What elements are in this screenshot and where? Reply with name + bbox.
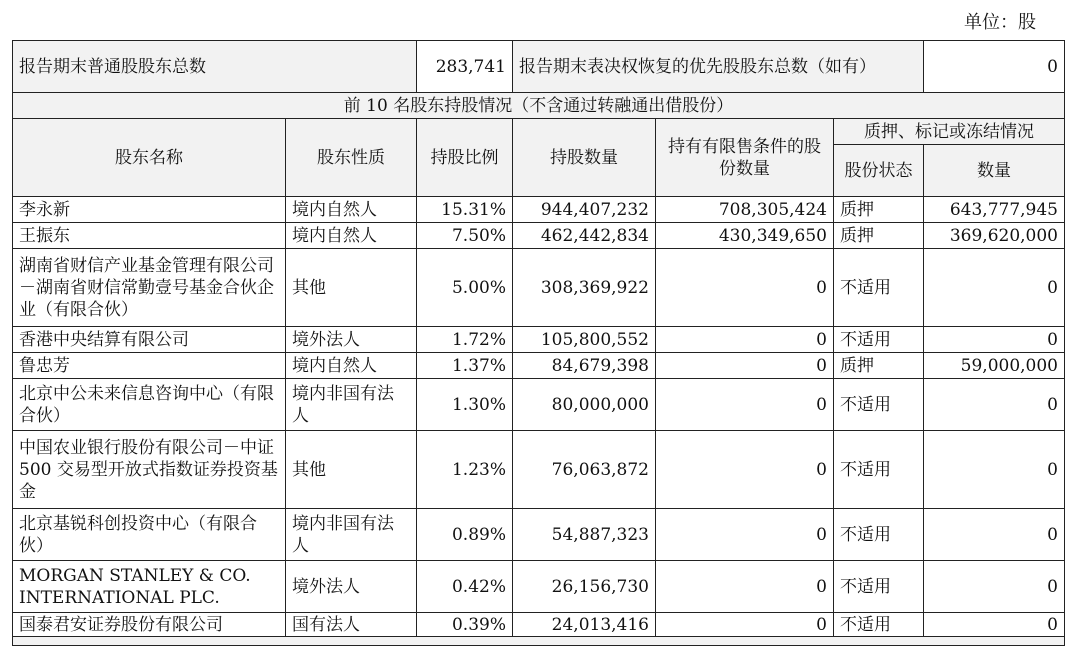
pledged-quantity: 0 [924, 379, 1065, 431]
shareholder-name: 李永新 [13, 197, 286, 223]
header-pledge-quantity: 数量 [924, 145, 1065, 197]
pledged-quantity: 0 [924, 561, 1065, 613]
header-row-1 [13, 119, 1065, 145]
table-row [13, 223, 1065, 249]
table-row [13, 509, 1065, 561]
table-row [13, 197, 1065, 223]
table-row [13, 431, 1065, 509]
holding-ratio: 0.39% [417, 613, 513, 637]
pledged-quantity: 643,777,945 [924, 197, 1065, 223]
shareholder-table [12, 40, 1065, 646]
common-holders-label: 报告期末普通股股东总数 [13, 41, 417, 93]
shareholder-nature: 其他 [286, 431, 417, 509]
preferred-holders-value: 0 [924, 41, 1065, 93]
shareholder-nature: 境内自然人 [286, 223, 417, 249]
restricted-quantity: 0 [656, 613, 834, 637]
unit-label: 单位：股 [964, 12, 1036, 33]
header-quantity: 持股数量 [513, 119, 656, 197]
section-title: 前 10 名股东持股情况（不含通过转融通出借股份） [13, 93, 1065, 119]
holding-quantity: 462,442,834 [513, 223, 656, 249]
holding-ratio: 1.30% [417, 379, 513, 431]
pledged-quantity: 0 [924, 249, 1065, 327]
restricted-quantity: 0 [656, 561, 834, 613]
shareholder-name: 北京基锐科创投资中心（有限合伙） [13, 509, 286, 561]
pledged-quantity: 0 [924, 509, 1065, 561]
cut-off-row [13, 637, 1065, 646]
holding-quantity: 26,156,730 [513, 561, 656, 613]
cut-off-cell [13, 637, 1065, 646]
table-row [13, 613, 1065, 637]
summary-row [13, 41, 1065, 93]
holding-quantity: 76,063,872 [513, 431, 656, 509]
table-row [13, 561, 1065, 613]
pledge-status: 不适用 [834, 327, 924, 353]
shareholder-nature: 其他 [286, 249, 417, 327]
pledge-status: 不适用 [834, 431, 924, 509]
shareholder-nature: 境外法人 [286, 327, 417, 353]
pledge-status: 不适用 [834, 509, 924, 561]
table-row [13, 327, 1065, 353]
holding-quantity: 24,013,416 [513, 613, 656, 637]
header-nature: 股东性质 [286, 119, 417, 197]
shareholder-nature: 境内非国有法人 [286, 379, 417, 431]
holding-quantity: 944,407,232 [513, 197, 656, 223]
pledged-quantity: 0 [924, 327, 1065, 353]
pledge-status: 不适用 [834, 249, 924, 327]
table-row [13, 353, 1065, 379]
shareholder-name: 王振东 [13, 223, 286, 249]
shareholder-name: 国泰君安证券股份有限公司 [13, 613, 286, 637]
holding-quantity: 54,887,323 [513, 509, 656, 561]
shareholder-nature: 境内自然人 [286, 353, 417, 379]
holding-quantity: 80,000,000 [513, 379, 656, 431]
common-holders-value: 283,741 [417, 41, 513, 93]
header-pledge-status: 股份状态 [834, 145, 924, 197]
shareholder-nature: 境内自然人 [286, 197, 417, 223]
pledge-status: 质押 [834, 223, 924, 249]
shareholder-name: 中国农业银行股份有限公司－中证 500 交易型开放式指数证券投资基金 [13, 431, 286, 509]
shareholder-nature: 境内非国有法人 [286, 509, 417, 561]
restricted-quantity: 0 [656, 353, 834, 379]
holding-ratio: 1.37% [417, 353, 513, 379]
table-row [13, 379, 1065, 431]
header-ratio: 持股比例 [417, 119, 513, 197]
pledged-quantity: 0 [924, 431, 1065, 509]
shareholder-name: 北京中公未来信息咨询中心（有限合伙） [13, 379, 286, 431]
holding-ratio: 1.23% [417, 431, 513, 509]
pledge-status: 不适用 [834, 613, 924, 637]
pledge-status: 质押 [834, 353, 924, 379]
holding-quantity: 105,800,552 [513, 327, 656, 353]
restricted-quantity: 0 [656, 509, 834, 561]
holding-quantity: 84,679,398 [513, 353, 656, 379]
table-row [13, 249, 1065, 327]
header-name: 股东名称 [13, 119, 286, 197]
header-pledge-group: 质押、标记或冻结情况 [834, 119, 1065, 145]
shareholder-nature: 国有法人 [286, 613, 417, 637]
pledged-quantity: 59,000,000 [924, 353, 1065, 379]
holding-ratio: 5.00% [417, 249, 513, 327]
holding-ratio: 0.89% [417, 509, 513, 561]
header-restricted: 持有有限售条件的股份数量 [656, 119, 834, 197]
holding-quantity: 308,369,922 [513, 249, 656, 327]
restricted-quantity: 0 [656, 379, 834, 431]
pledged-quantity: 0 [924, 613, 1065, 637]
restricted-quantity: 0 [656, 327, 834, 353]
pledge-status: 质押 [834, 197, 924, 223]
restricted-quantity: 0 [656, 249, 834, 327]
pledge-status: 不适用 [834, 379, 924, 431]
shareholder-name: 香港中央结算有限公司 [13, 327, 286, 353]
restricted-quantity: 708,305,424 [656, 197, 834, 223]
holding-ratio: 7.50% [417, 223, 513, 249]
shareholder-name: MORGAN STANLEY & CO. INTERNATIONAL PLC. [13, 561, 286, 613]
restricted-quantity: 430,349,650 [656, 223, 834, 249]
shareholder-nature: 境外法人 [286, 561, 417, 613]
section-title-row [13, 93, 1065, 119]
holding-ratio: 0.42% [417, 561, 513, 613]
preferred-holders-label: 报告期末表决权恢复的优先股股东总数（如有） [513, 41, 924, 93]
shareholder-name: 湖南省财信产业基金管理有限公司－湖南省财信常勤壹号基金合伙企业（有限合伙） [13, 249, 286, 327]
holding-ratio: 1.72% [417, 327, 513, 353]
pledged-quantity: 369,620,000 [924, 223, 1065, 249]
restricted-quantity: 0 [656, 431, 834, 509]
shareholder-name: 鲁忠芳 [13, 353, 286, 379]
holding-ratio: 15.31% [417, 197, 513, 223]
pledge-status: 不适用 [834, 561, 924, 613]
